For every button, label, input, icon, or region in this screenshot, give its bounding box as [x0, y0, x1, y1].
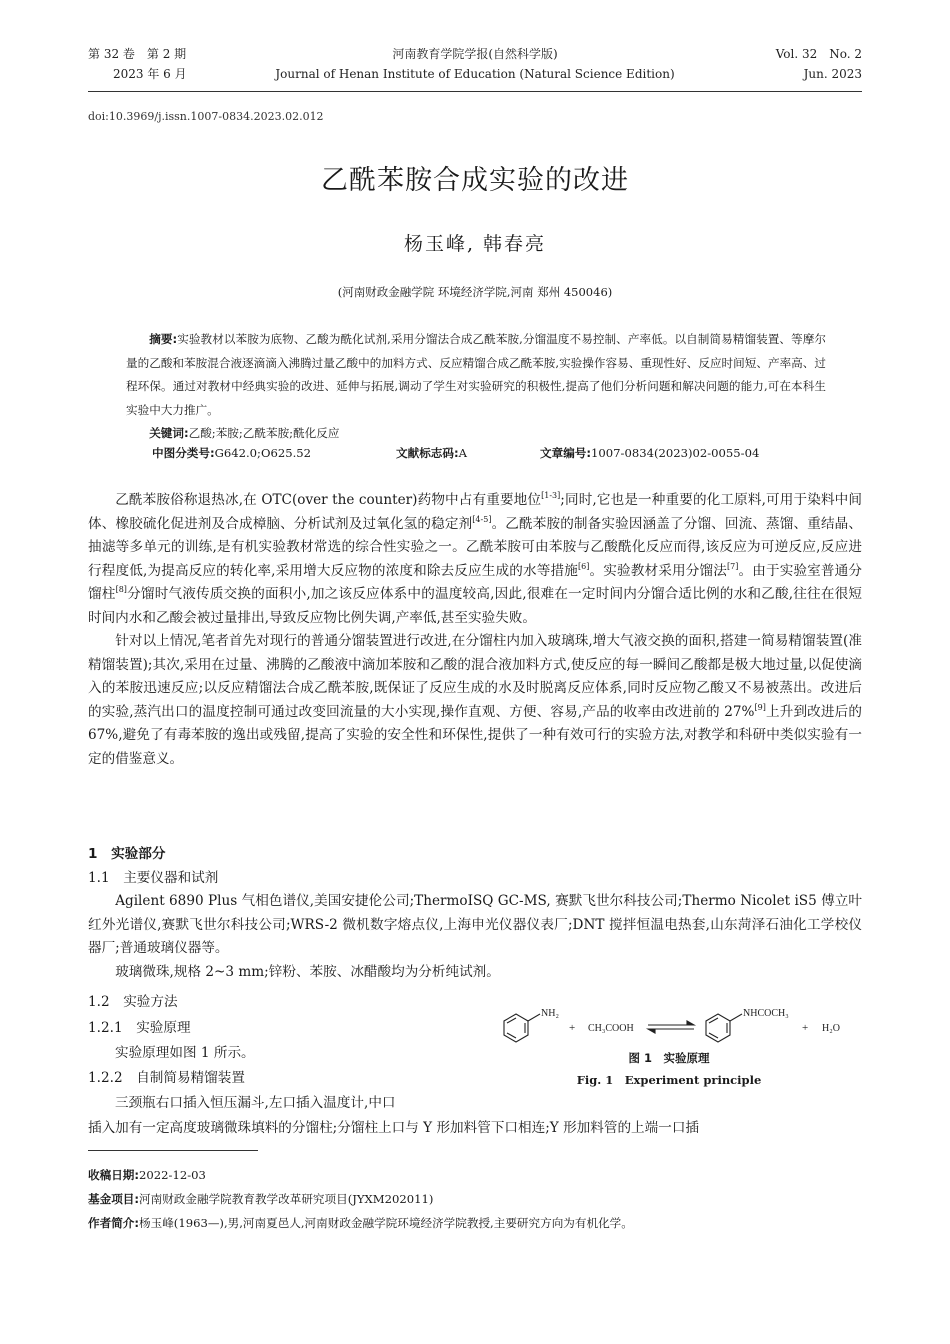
reaction-scheme: [496, 1004, 862, 1044]
footnote-rule: [88, 1150, 258, 1151]
principle-paragraph: 实验原理如图 1 所示。: [115, 1045, 255, 1061]
clc-number: [152, 445, 311, 461]
plus-sign-1: +: [569, 1022, 576, 1034]
volume-issue-cn: 第 32 卷 第 2 期: [88, 47, 187, 61]
abstract-label: 摘要:: [149, 332, 178, 346]
intro-paragraph-1: 乙酰苯胺俗称退热冰,在 OTC(over the counter)药物中占有重要地位[1-3];同时,它也是一种重要的化工原料,可用于染料中间体、橡胶硫化促进剂及合成樟脑、分析试剂及过氧化氢的稳定剂[4-5]。乙酰苯胺的制备实验因涵盖了分馏、回流、蒸馏、重结晶、抽滤等多单元的训练,是有机实验教材常选的综合性实验之一。乙酰苯胺可由苯胺与乙酸酰化反应而得,该反应为可逆反应,反应进行程度低,为提高反应的转化率,采用增大反应物的浓度和除去反应生成的水等措施[6]。实验教材采用分馏法[7]。由于实验室普通分馏柱[8]分馏时气液传质交换的面积小,加之该反应体系中的温度较高,因此,很难在一定时间内分馏合适比例的水和乙酸,往往在很短时间内水和乙酸会被过量排出,导致反应物比例失调,产率低,甚至实验失败。: [88, 491, 863, 626]
keywords-text: 乙酸;苯胺;乙酰苯胺;酰化反应: [188, 426, 340, 441]
abstract: [126, 328, 826, 446]
volume-issue-en: Vol. 32 No. 2: [775, 47, 862, 61]
keywords-label: 关键词:: [149, 426, 189, 441]
article-value: 1007-0834(2023)02-0055-04: [591, 446, 760, 460]
introduction: [88, 489, 862, 771]
author-bio: 作者简介:杨玉峰(1963—),男,河南夏邑人,河南财政金融学院环境经济学院教授,主要研究方向为有机化学。: [88, 1216, 633, 1230]
affiliation: (河南财政金融学院 环境经济学院,河南 郑州 450046): [337, 285, 613, 299]
section-1-1-body: [88, 890, 862, 984]
doc-code-label: 文献标志码:: [396, 446, 459, 460]
section-1-2-heading: 1.2 实验方法: [88, 994, 178, 1010]
authors: 杨玉峰, 韩春亮: [403, 233, 547, 255]
abstract-text: 实验教材以苯胺为底物、乙酸为酰化试剂,采用分馏法合成乙酰苯胺,分馏温度不易控制、产率低。以自制简易精馏装置、等摩尔量的乙酸和苯胺混合液逐滴滴入沸腾过量乙酸中的加料方式、反应精馏合成乙酰苯胺,实验操作容易、重现性好、反应时间短、产率高、过程环保。通过对教材中经典实验的改进、延伸与拓展,调动了学生对实验研究的积极性,提高了他们分析问题和解决问题的能力,可在本科生实验中大力推广。: [126, 332, 827, 417]
figure-caption-en: Fig. 1 Experiment principle: [576, 1073, 762, 1087]
paper-title: 乙酰苯胺合成实验的改进: [321, 165, 629, 196]
equilibrium-arrow: [648, 1021, 694, 1033]
article-number: [540, 445, 759, 461]
date-cn: 2023 年 6 月: [113, 67, 187, 81]
figure-1: [496, 1004, 862, 1087]
acetic-acid: CH₃COOH: [588, 1023, 634, 1034]
apparatus-paragraph-line-2: 插入加有一定高度玻璃微珠填料的分馏柱;分馏柱上口与 Y 形加料管下口相连;Y 形加料管的上端一口插: [88, 1120, 700, 1136]
acetamide-group: NHCOCH₃: [743, 1008, 789, 1019]
section-1-2-1-heading: 1.2.1 实验原理: [88, 1020, 191, 1036]
article-label: 文章编号:: [540, 446, 592, 460]
amine-group: NH₂: [541, 1008, 559, 1019]
reagents-paragraph: 玻璃微珠,规格 2~3 mm;锌粉、苯胺、冰醋酸均为分析纯试剂。: [115, 963, 500, 980]
intro-paragraph-2: 针对以上情况,笔者首先对现行的普通分馏装置进行改进,在分馏柱内加入玻璃珠,增大气液交换的面积,搭建一简易精馏装置(准精馏装置);其次,采用在过量、沸腾的乙酸液中滴加苯胺和乙酸的混合液加料方式,使反应的每一瞬间乙酸都是极大地过量,以促使滴入的苯胺迅速反应;以反应精馏法合成乙酰苯胺,既保证了反应生成的水及时脱离反应体系,同时反应物乙酸又不易被蒸出。改进后的实验,蒸汽出口的温度控制可通过改变回流量的大小实现,操作直观、方便、容易,产品的收率由改进前的 27%[9]上升到改进后的 67%,避免了有毒苯胺的逸出或残留,提高了实验的安全性和环保性,提供了一种有效可行的实验方法,对教学和科研中类似实验有一定的借鉴意义。: [88, 633, 863, 767]
figure-caption-cn: 图 1 实验原理: [628, 1051, 710, 1065]
section-1-2-2-heading: 1.2.2 自制简易精馏装置: [88, 1070, 245, 1086]
aniline-structure: [504, 1014, 540, 1042]
doc-code-value: A: [458, 446, 467, 460]
water: H₂O: [822, 1023, 840, 1034]
received-date: 收稿日期:2022-12-03: [88, 1168, 206, 1182]
clc-value: G642.0;O625.52: [214, 446, 312, 460]
journal-name-en: Journal of Henan Institute of Education (Natural Science Edition): [275, 67, 675, 81]
journal-name-cn: 河南教育学院学报(自然科学版): [392, 47, 558, 61]
fund-project: 基金项目:河南财政金融学院教育教学改革研究项目(JYXM202011): [88, 1192, 434, 1206]
document-code: [396, 445, 467, 461]
acetanilide-structure: [706, 1014, 742, 1042]
plus-sign-2: +: [802, 1022, 809, 1034]
apparatus-paragraph-line-1: 三颈瓶右口插入恒压漏斗,左口插入温度计,中口: [115, 1095, 396, 1111]
doi: doi:10.3969/j.issn.1007-0834.2023.02.012: [88, 110, 324, 123]
section-1-heading: 1 实验部分: [88, 846, 166, 862]
clc-label: 中图分类号:: [152, 446, 215, 460]
date-en: Jun. 2023: [803, 67, 862, 81]
section-1-1-heading: 1.1 主要仪器和试剂: [88, 870, 219, 886]
instruments-paragraph: Agilent 6890 Plus 气相色谱仪,美国安捷伦公司;ThermoISQ GC-MS, 赛默飞世尔科技公司;Thermo Nicolet iS5 傅立叶红外光谱仪,赛默飞世尔科技公司;WRS-2 微机数字熔点仪,上海申光仪器仪表厂;DNT 搅拌恒温电热套,山东菏泽石油化工学校仪器厂;普通玻璃仪器等。: [88, 893, 862, 956]
header-rule: [88, 91, 862, 92]
